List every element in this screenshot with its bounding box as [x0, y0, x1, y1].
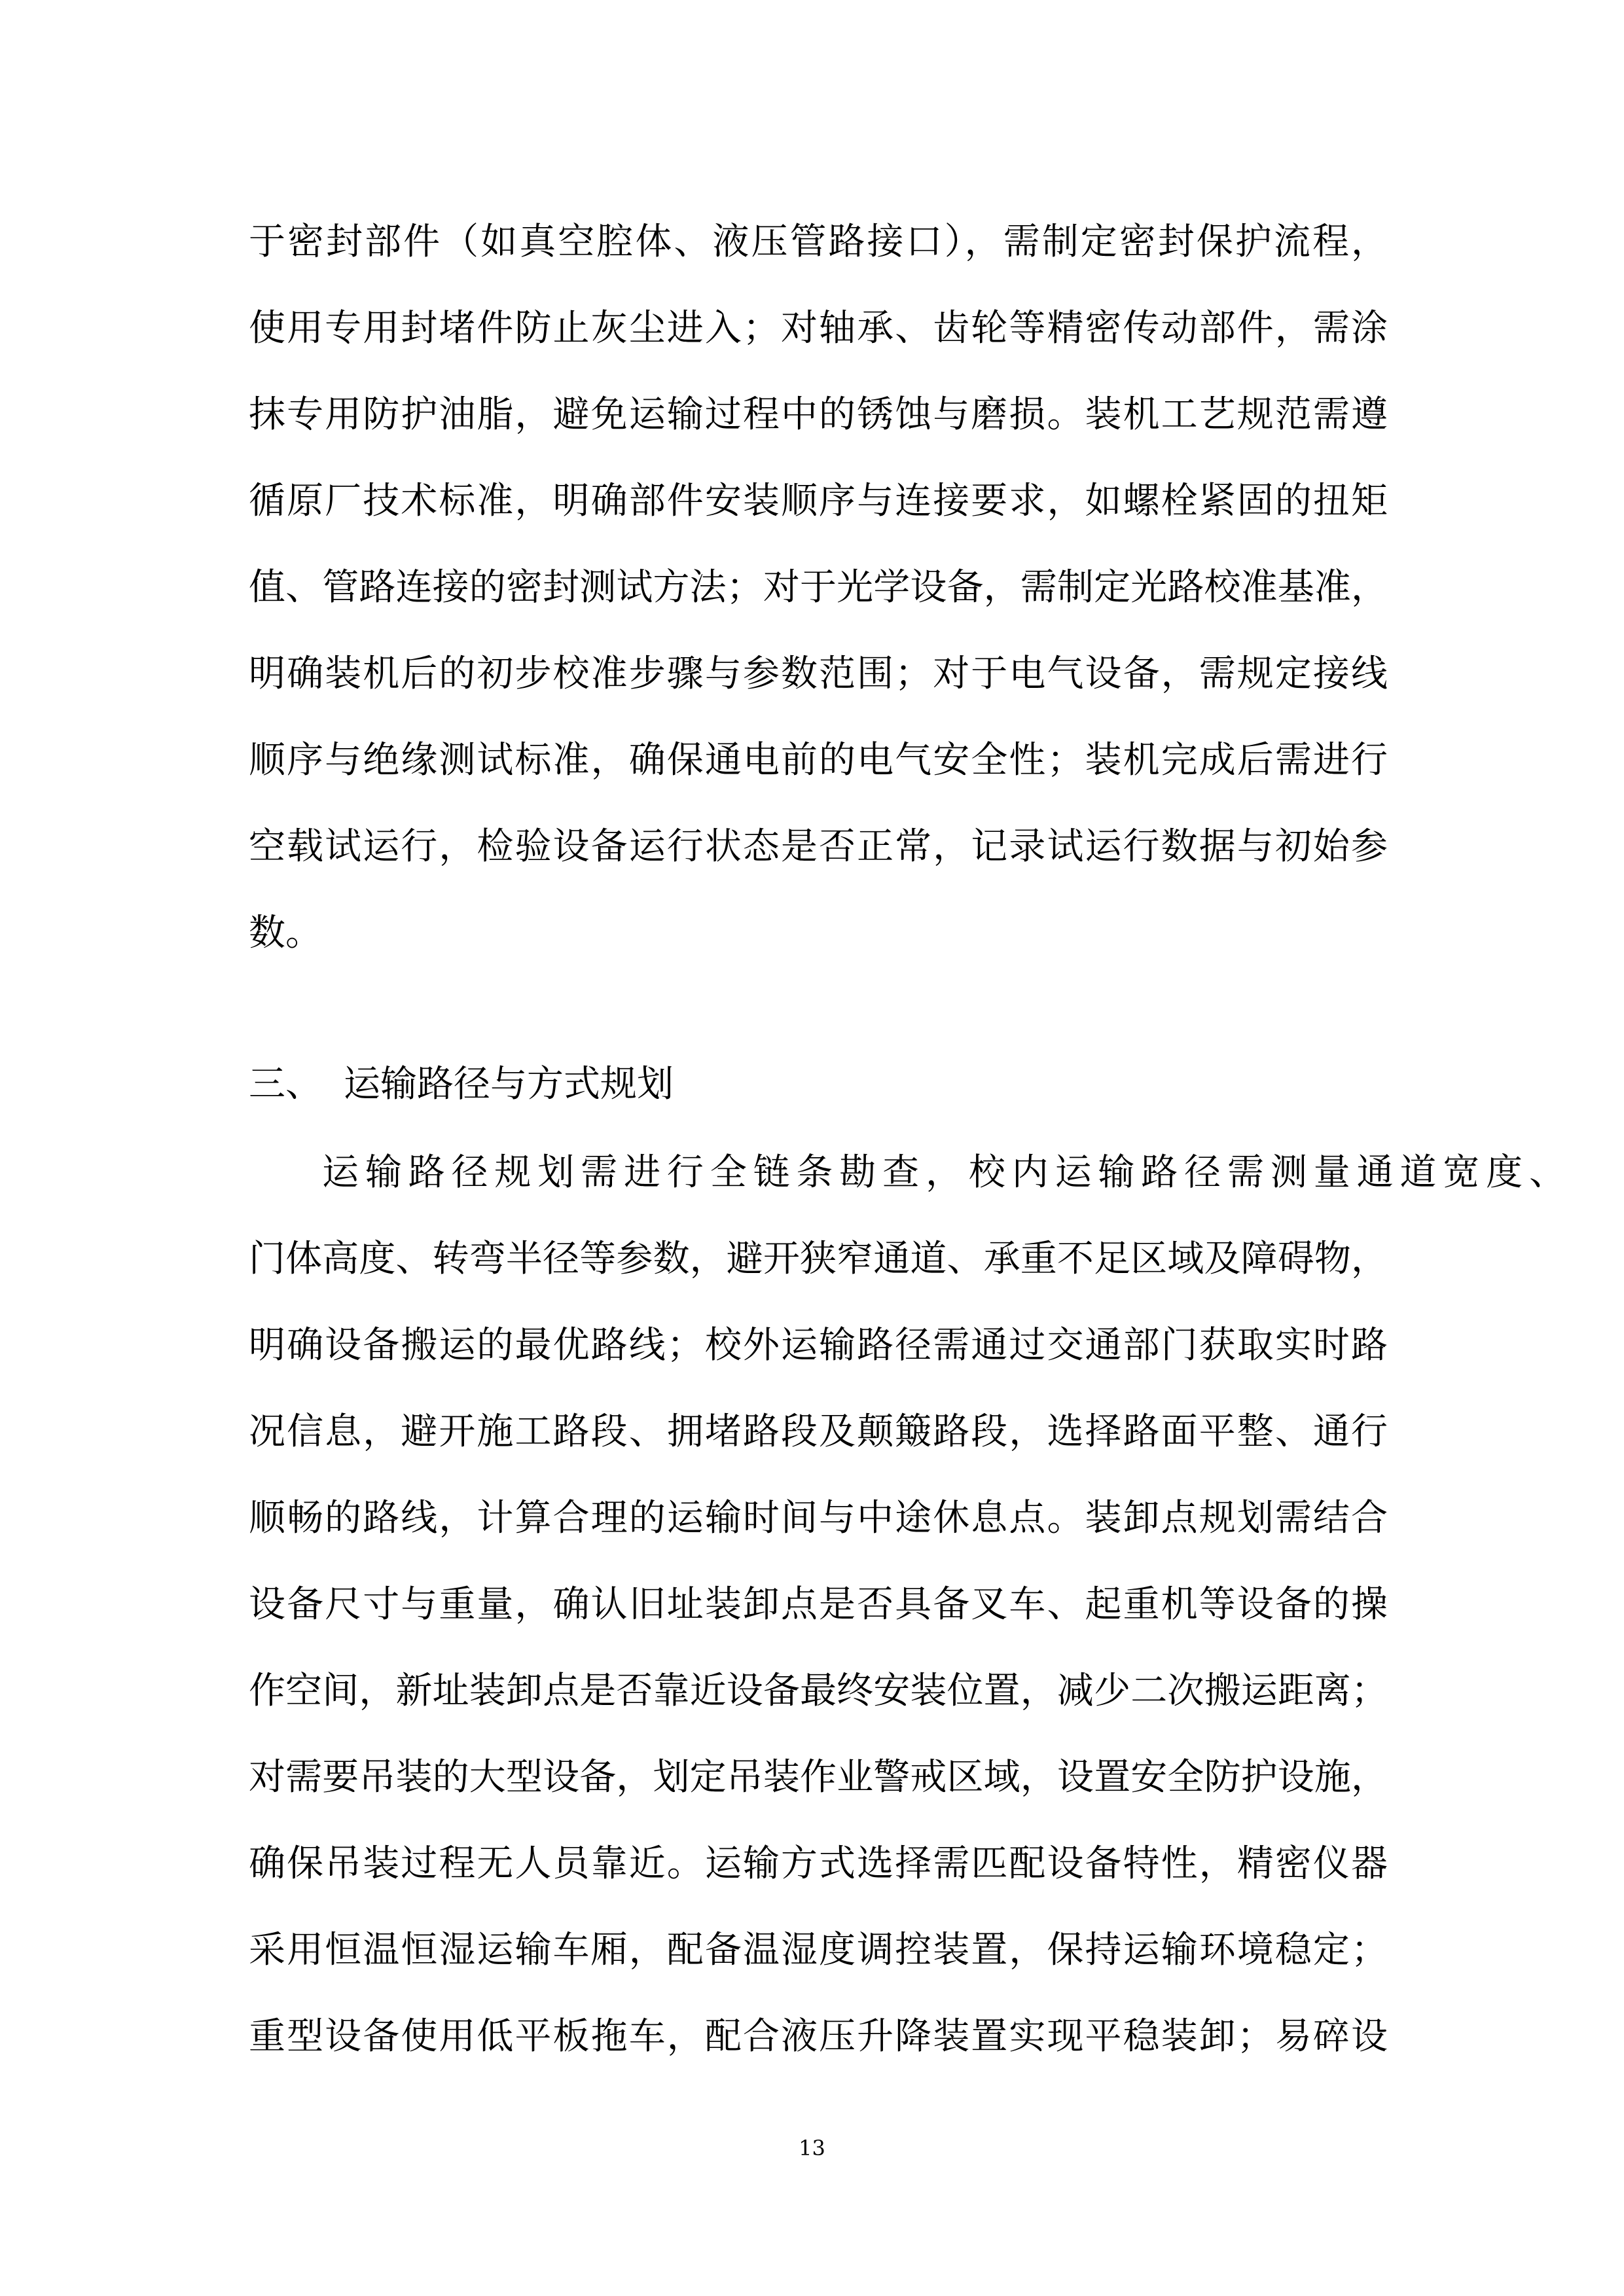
section-heading-number: 三、 [249, 1063, 322, 1105]
text-line: 作空间，新址装卸点是否靠近设备最终安装位置，减少二次搬运距离； [249, 1670, 1388, 1712]
section-heading-title: 运输路径与方式规划 [344, 1063, 674, 1105]
text-line: 空载试运行，检验设备运行状态是否正常，记录试运行数据与初始参 [249, 825, 1388, 868]
text-line: 设备尺寸与重量，确认旧址装卸点是否具备叉车、起重机等设备的操 [249, 1583, 1388, 1626]
text-line: 明确设备搬运的最优路线；校外运输路径需通过交通部门获取实时路 [249, 1324, 1388, 1367]
text-line: 对需要吊装的大型设备，划定吊装作业警戒区域，设置安全防护设施， [249, 1756, 1388, 1799]
text-line: 重型设备使用低平板拖车，配合液压升降装置实现平稳装卸；易碎设 [249, 2015, 1388, 2058]
text-line: 顺序与绝缘测试标准，确保通电前的电气安全性；装机完成后需进行 [249, 739, 1388, 781]
text-line: 确保吊装过程无人员靠近。运输方式选择需匹配设备特性，精密仪器 [249, 1842, 1388, 1885]
text-line: 于密封部件（如真空腔体、液压管路接口），需制定密封保护流程， [249, 221, 1388, 263]
text-line: 顺畅的路线，计算合理的运输时间与中途休息点。装卸点规划需结合 [249, 1497, 1388, 1539]
text-line-last: 数。 [249, 912, 322, 954]
text-line: 明确装机后的初步校准步骤与参数范围；对于电气设备，需规定接线 [249, 653, 1388, 695]
text-line: 采用恒温恒湿运输车厢，配备温湿度调控装置，保持运输环境稳定； [249, 1929, 1388, 1971]
text-line-indented: 运输路径规划需进行全链条勘查，校内运输路径需测量通道宽度、 [322, 1151, 1566, 1194]
text-line: 循原厂技术标准，明确部件安装顺序与连接要求，如螺栓紧固的扭矩 [249, 480, 1388, 522]
text-line: 况信息，避开施工路段、拥堵路段及颠簸路段，选择路面平整、通行 [249, 1410, 1388, 1453]
text-line: 门体高度、转弯半径等参数，避开狭窄通道、承重不足区域及障碍物， [249, 1238, 1388, 1280]
text-line: 值、管路连接的密封测试方法；对于光学设备，需制定光路校准基准， [249, 566, 1388, 609]
page-number: 13 [799, 2136, 825, 2161]
text-line: 使用专用封堵件防止灰尘进入；对轴承、齿轮等精密传动部件，需涂 [249, 307, 1388, 350]
text-line: 抹专用防护油脂，避免运输过程中的锈蚀与磨损。装机工艺规范需遵 [249, 393, 1388, 436]
